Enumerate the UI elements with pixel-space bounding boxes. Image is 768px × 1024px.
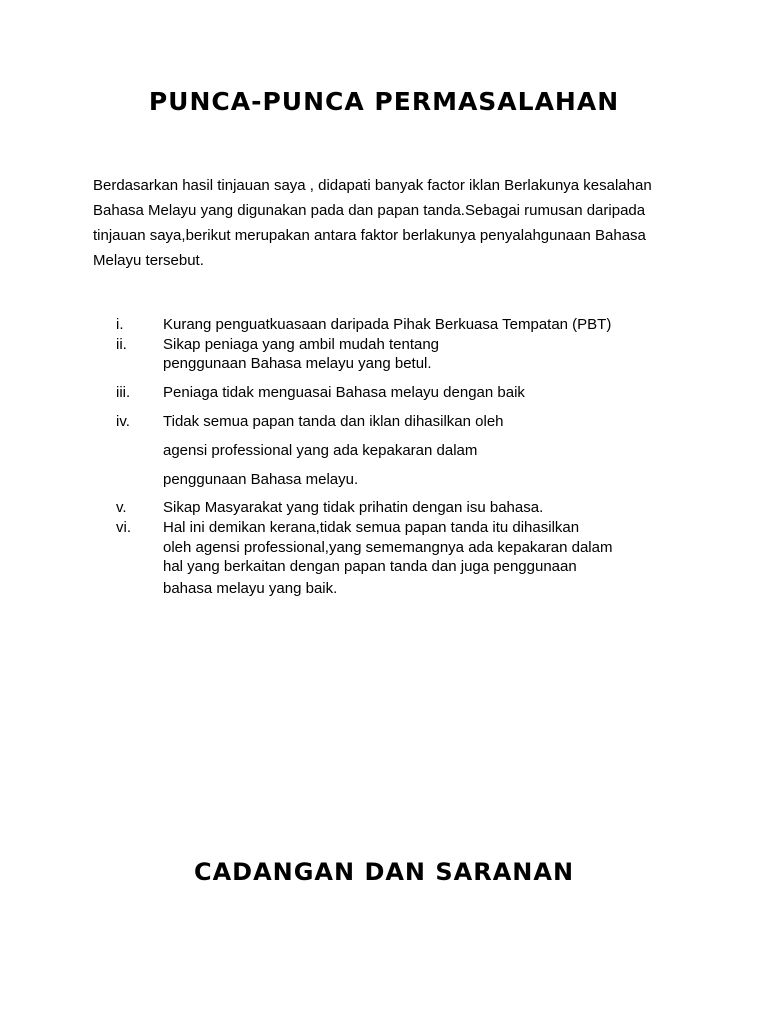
page-title: PUNCA-PUNCA PERMASALAHAN [148, 87, 620, 116]
intro-line: Bahasa Melayu yang digunakan pada dan papan tanda.Sebagai rumusan daripada [93, 202, 646, 219]
list-item-text: Hal ini demikan kerana,tidak semua papan tanda itu dihasilkan [163, 519, 580, 536]
list-item-text: Sikap peniaga yang ambil mudah tentang [163, 336, 440, 353]
list-item-text: penggunaan Bahasa melayu yang betul. [163, 355, 432, 372]
list-marker: iii. [116, 384, 131, 401]
list-item-text: hal yang berkaitan dengan papan tanda dan juga penggunaan [163, 558, 577, 575]
list-marker: iv. [116, 413, 130, 430]
intro-line: tinjauan saya,berikut merupakan antara faktor berlakunya penyalahgunaan Bahasa [93, 227, 646, 244]
list-item-text: Sikap Masyarakat yang tidak prihatin dengan isu bahasa. [163, 499, 544, 516]
list-item-text: penggunaan Bahasa melayu. [163, 471, 359, 488]
list-item-text: Kurang penguatkuasaan daripada Pihak Berkuasa Tempatan (PBT) [163, 316, 612, 333]
section-heading: CADANGAN DAN SARANAN [193, 858, 575, 886]
intro-line: Melayu tersebut. [93, 252, 204, 269]
list-marker: v. [116, 499, 127, 516]
list-item-text: bahasa melayu yang baik. [163, 580, 338, 597]
list-item-text: oleh agensi professional,yang sememangnya ada kepakaran dalam [163, 539, 613, 556]
list-marker: i. [116, 316, 124, 333]
list-item-text: agensi professional yang ada kepakaran dalam [163, 442, 478, 459]
intro-line: Berdasarkan hasil tinjauan saya , didapati banyak factor iklan Berlakunya kesalahan [93, 177, 652, 194]
list-marker: vi. [116, 519, 131, 536]
list-item-text: Tidak semua papan tanda dan iklan dihasilkan oleh [163, 413, 504, 430]
list-item-text: Peniaga tidak menguasai Bahasa melayu dengan baik [163, 384, 525, 401]
list-marker: ii. [116, 336, 127, 353]
